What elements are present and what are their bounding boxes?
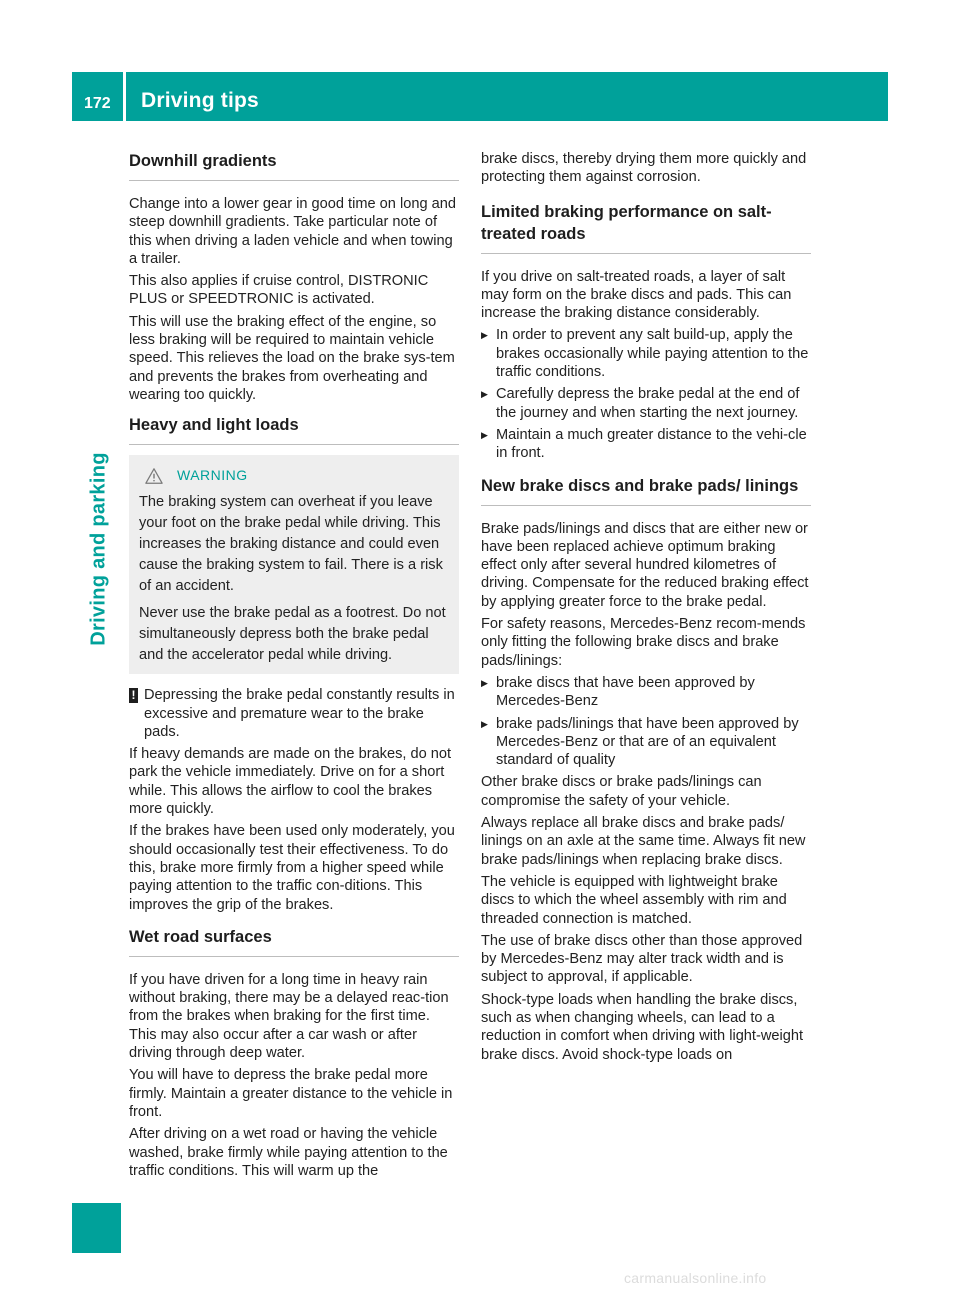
heading-new-brake-discs: New brake discs and brake pads/ linings: [481, 475, 811, 506]
notice: [129, 686, 459, 741]
heading-wet-road-surfaces: Wet road surfaces: [129, 926, 459, 957]
paragraph: If heavy demands are made on the brakes, do not park the vehicle immediately. Drive on for a short while. This allows the airflow to cool the brakes more quickly.: [129, 746, 452, 818]
paragraph: The vehicle is equipped with lightweight brake discs to which the wheel assembly with rim and threaded connection is matched.: [481, 873, 787, 927]
warning-text: The braking system can overheat if you leave your foot on the brake pedal while driving. This increases the braking distance and could even cause the braking system to fail. There is a risk of an accident.: [139, 494, 443, 595]
paragraph: Shock-type loads when handling the brake discs, such as when changing wheels, can lead to a reduction in comfort when driving with light-weight brake discs. Avoid shock-type loads on: [481, 991, 804, 1063]
header-divider: [123, 72, 126, 121]
chapter-marker: [72, 1203, 121, 1253]
heading-downhill-gradients: Downhill gradients: [129, 150, 459, 181]
notice-text: Depressing the brake pedal constantly results in excessive and premature wear to the brake pads.: [144, 687, 455, 740]
warning-text: Never use the brake pedal as a footrest. Do not simultaneously depress both the brake pedal and the accelerator pedal while driving.: [139, 605, 446, 664]
chapter-side-label-text: Driving and parking: [87, 452, 110, 646]
right-column: [481, 150, 811, 1068]
paragraph: You will have to depress the brake pedal more firmly. Maintain a greater distance to the vehicle in front.: [129, 1067, 453, 1120]
bullet-item: ▶ brake pads/linings that have been approved by Mercedes-Benz or that are of an equivalent standard of quality: [481, 715, 811, 770]
paragraph: For safety reasons, Mercedes-Benz recom-mends only fitting the following brake discs and brake pads/linings:: [481, 616, 806, 669]
bullet-item: ▶ Carefully depress the brake pedal at the end of the journey and when starting the next journey.: [481, 385, 811, 422]
heading-salt-treated-roads: Limited braking performance on salt-treated roads: [481, 201, 811, 254]
paragraph: Always replace all brake discs and brake pads/ linings on an axle at the same time. Always fit new brake pads/linings when replacing brake discs.: [481, 815, 806, 868]
bullet-item: ▶ brake discs that have been approved by Mercedes-Benz: [481, 674, 811, 711]
paragraph: If you have driven for a long time in heavy rain without braking, there may be a delayed reac-tion from the brakes when braking for the first time. This may also occur after a car wash or after driving through deep water.: [129, 971, 449, 1062]
paragraph: Other brake discs or brake pads/linings can compromise the safety of your vehicle.: [481, 774, 762, 809]
left-column: [129, 150, 459, 1184]
bullet-item: ▶ Maintain a much greater distance to the vehi-cle in front.: [481, 426, 811, 463]
warning-title: WARNING: [177, 467, 248, 484]
page-number: 172: [84, 95, 111, 112]
warning-header: [139, 465, 451, 486]
paragraph: This also applies if cruise control, DISTRONIC PLUS or SPEEDTRONIC is activated.: [129, 273, 429, 308]
paragraph: Change into a lower gear in good time on long and steep downhill gradients. Take particular note of this when driving a laden vehicle and when towing a trailer.: [129, 196, 456, 267]
paragraph: If you drive on salt-treated roads, a layer of salt may form on the brake discs and pads. This can increase the braking distance considerably.: [481, 268, 792, 322]
chapter-side-label: [84, 434, 114, 664]
paragraph: This will use the braking effect of the engine, so less braking will be required to maintain vehicle speed. This relieves the load on the brake sys-tem and prevents the brakes from overheating and wearing too quickly.: [129, 313, 455, 403]
footer-watermark: carmanualsonline.info: [624, 1270, 767, 1286]
paragraph: The use of brake discs other than those approved by Mercedes-Benz may alter track width and is subject to approval, if applicable.: [481, 932, 803, 986]
heading-heavy-light-loads: Heavy and light loads: [129, 414, 459, 445]
bullet-item: ▶ In order to prevent any salt build-up, apply the brakes occasionally while paying attention to the traffic conditions.: [481, 326, 811, 381]
paragraph: After driving on a wet road or having the vehicle washed, brake firmly while paying attention to the traffic conditions. This will warm up the: [129, 1126, 448, 1179]
paragraph: Brake pads/linings and discs that are either new or have been replaced achieve optimum braking effect only after several hundred kilometres of driving. Compensate for the reduced braking effect by applying greater force to the brake pedal.: [481, 520, 809, 610]
exclamation-icon: !: [129, 688, 138, 703]
paragraph: If the brakes have been used only moderately, you should occasionally test their effectiveness. To do this, brake more firmly from a higher speed while paying attention to the traffic con-ditions. This improves the grip of the brakes.: [129, 823, 455, 913]
warning-triangle-icon: [145, 467, 163, 485]
section-title: Driving tips: [141, 89, 259, 112]
warning-box: [129, 455, 459, 674]
paragraph: brake discs, thereby drying them more quickly and protecting them against corrosion.: [481, 151, 807, 186]
